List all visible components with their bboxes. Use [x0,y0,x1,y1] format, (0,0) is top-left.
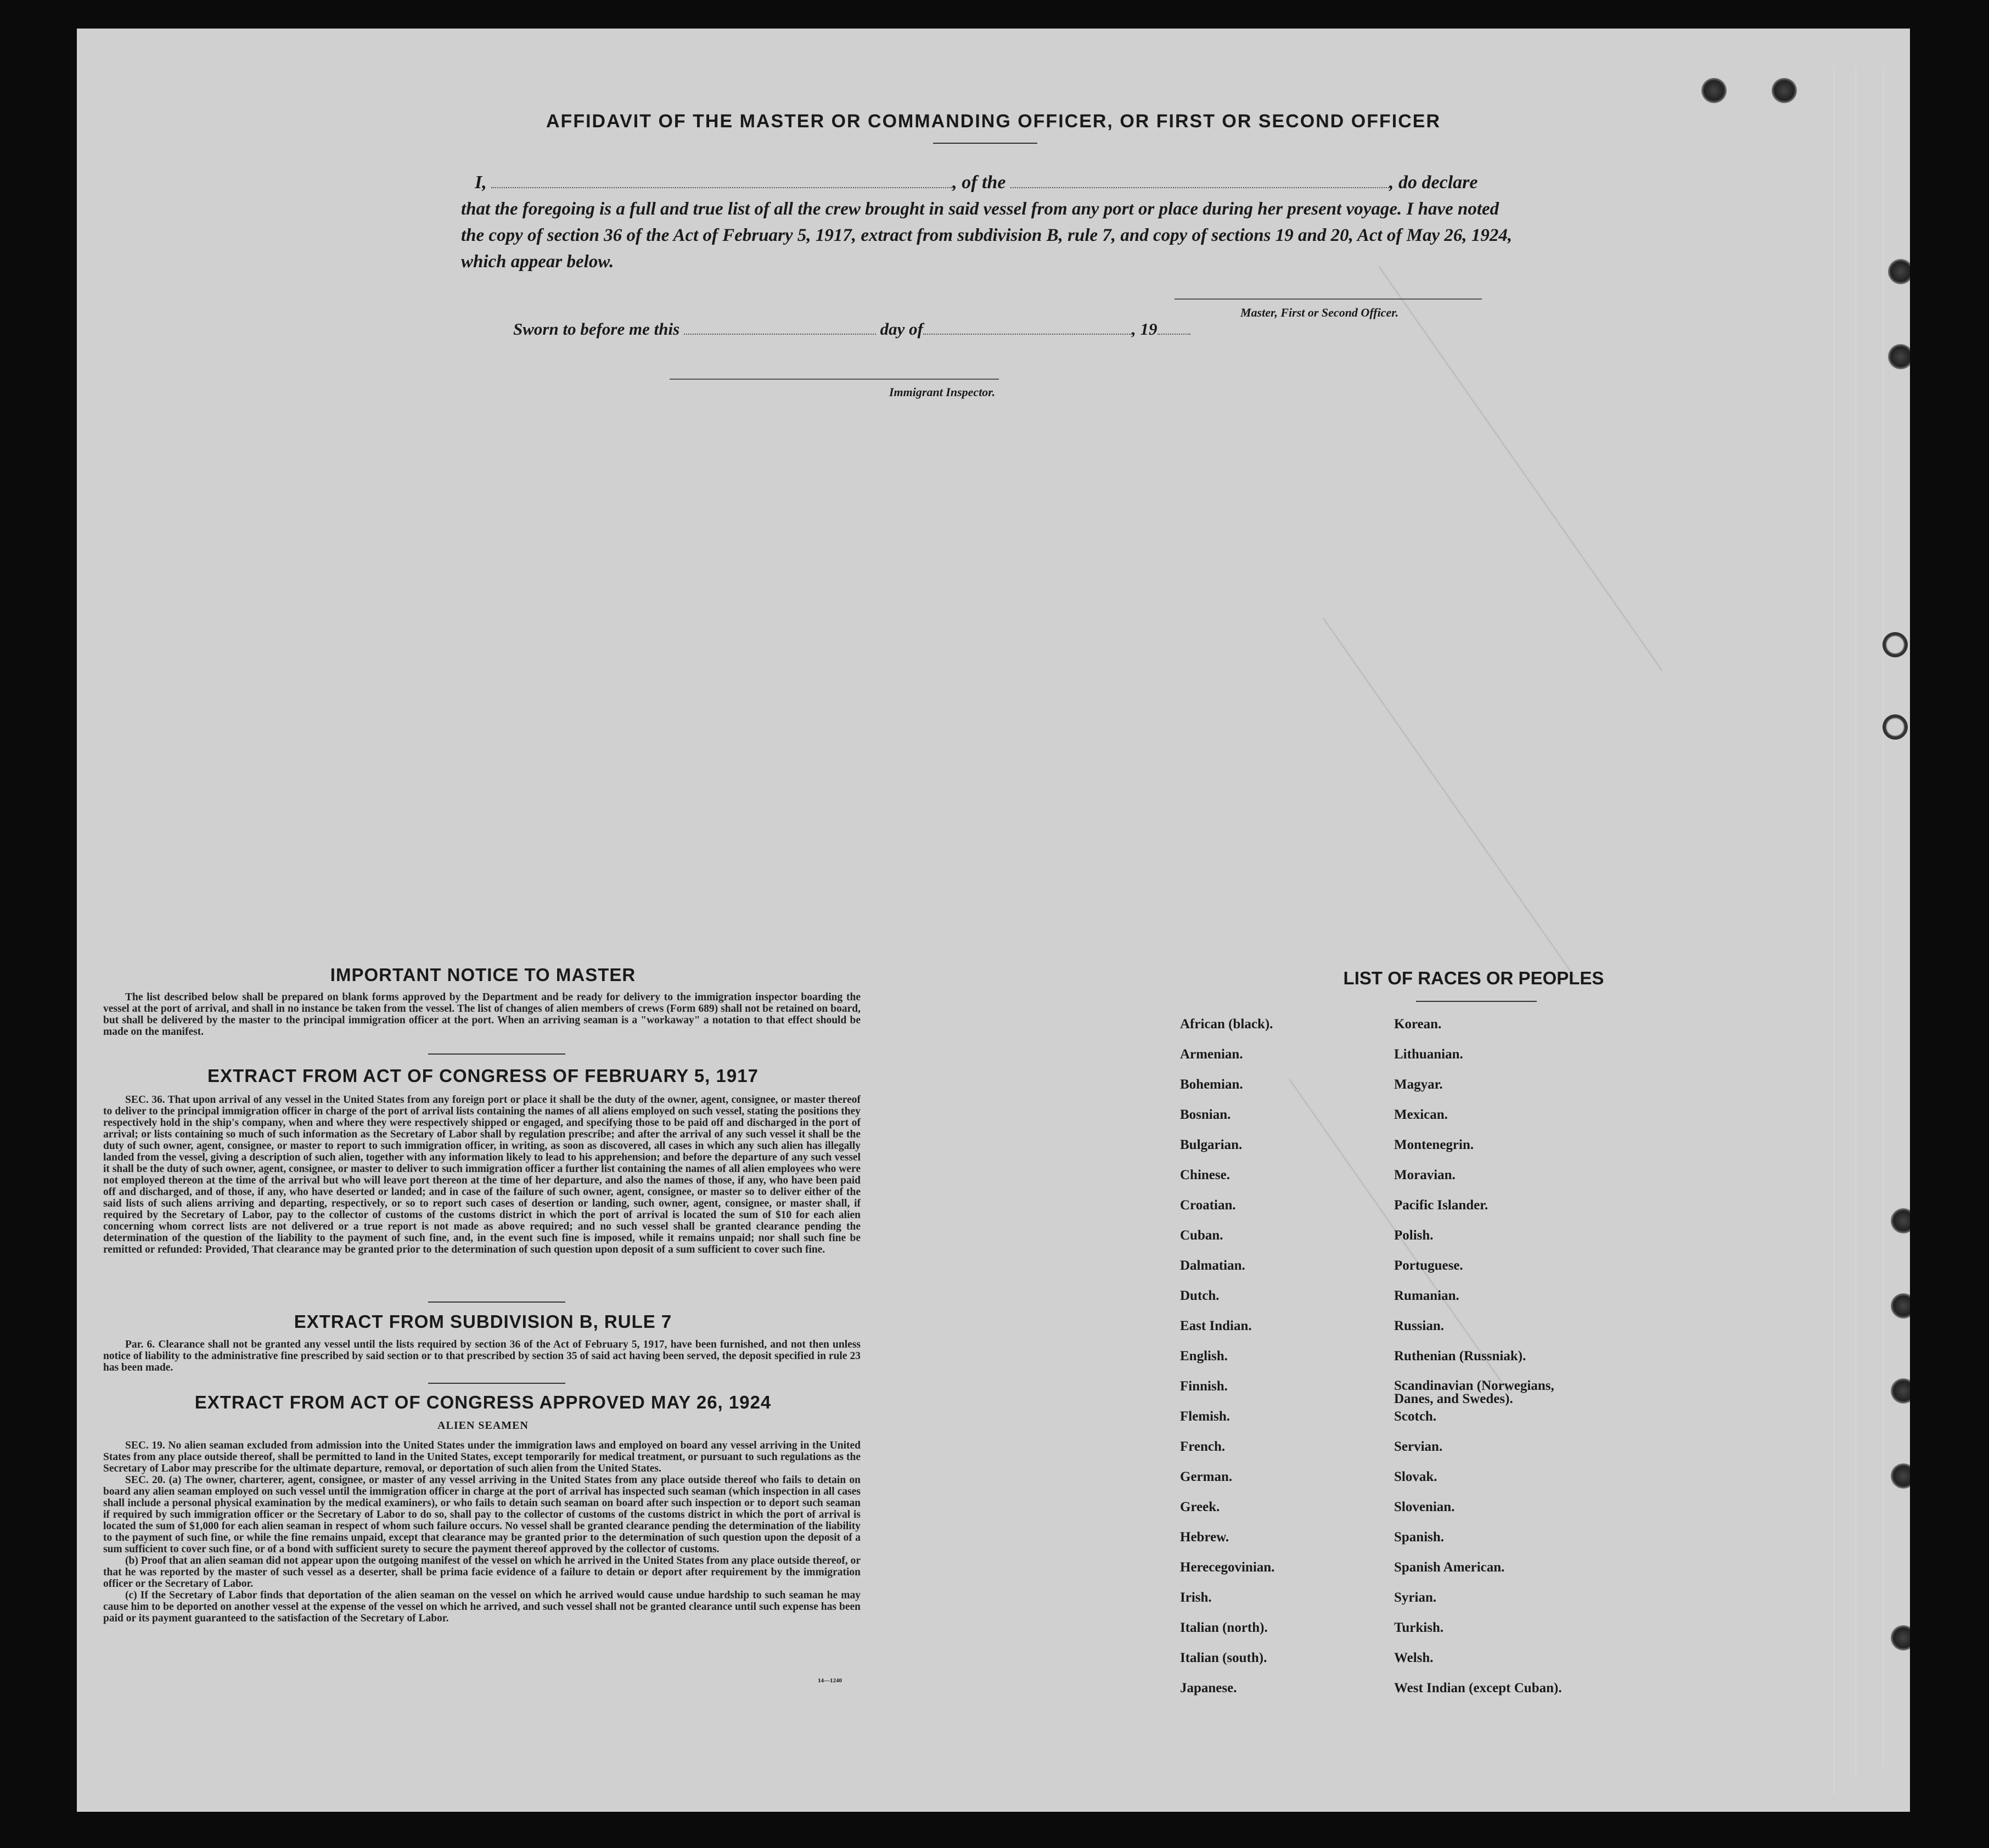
year-label: , 19 [1132,319,1158,339]
extract-1924-text [103,1440,861,1624]
punch-hole [1888,344,1910,369]
affidavit-title: AFFIDAVIT OF THE MASTER OR COMMANDING OFFICER, OR FIRST OR SECOND OFFICER [546,111,1441,132]
document-page [77,29,1910,1812]
race-item: Armenian. [1180,1047,1243,1062]
race-item: Polish. [1394,1228,1434,1243]
section-rule [428,1053,565,1055]
par-6-paragraph: Par. 6. Clearance shall not be granted any vessel until the lists required by section 36 of the Act of February 5, 1917, have been furnished, and not then unless notice of liability to the administrative fine prescribed by said section or to that prescribed by section 35 of said act having been served, the deposit specified in rule 23 has been made. [103,1339,861,1373]
race-item: Scotch. [1394,1409,1437,1424]
race-item: Slovenian. [1394,1500,1455,1514]
race-item: Spanish. [1394,1530,1445,1545]
inspector-caption: Immigrant Inspector. [889,385,996,399]
affidavit-body: that the foregoing is a full and true list of all the crew brought in said vessel from any port or place during her present voyage. I have noted the copy of section 36 of the Act of February 5, 1917, extract from subdivision B, rule 7, and copy of sections 19 and 20, Act of May 26, 1924, which appear below. [461,199,1513,272]
punch-hole [1891,1625,1910,1650]
sworn-day-field[interactable] [684,334,876,335]
punch-hole [1883,632,1908,657]
alien-seamen-subtitle: ALIEN SEAMEN [437,1419,529,1432]
notice-text [103,991,861,1038]
race-item: Rumanian. [1394,1288,1459,1303]
race-item: Bulgarian. [1180,1137,1243,1152]
race-item: Servian. [1394,1439,1443,1454]
sec-19-paragraph: SEC. 19. No alien seaman excluded from admission into the United States under the immigration laws and employed on board any vessel arriving in the United States from any place outside thereof, shall be permitted to land in the United States, except temporarily for medical treatment, or pursuant to such regulations as the Secretary of Labor may prescribe for the ultimate departure, removal, or deportation of such alien from the United States. [103,1440,861,1474]
races-title-rule [1416,1001,1537,1002]
page-edge [1833,67,1835,1795]
sworn-month-field[interactable] [923,334,1132,335]
race-item: Montenegrin. [1394,1137,1474,1152]
vessel-name-field[interactable] [1010,187,1389,188]
race-item: Italian (north). [1180,1620,1268,1635]
paper-stain [1322,617,1575,978]
punch-hole [1701,78,1727,103]
race-item: Bosnian. [1180,1107,1231,1122]
races-left-column [1180,1017,1274,1711]
race-item: Welsh. [1394,1650,1434,1665]
extract-1924-title: EXTRACT FROM ACT OF CONGRESS APPROVED MAY 26, 1924 [194,1392,772,1412]
races-title: LIST OF RACES OR PEOPLES [1343,968,1604,988]
punch-hole [1888,259,1910,284]
race-item: Irish. [1180,1590,1212,1605]
race-item: Spanish American. [1394,1560,1505,1575]
declare-label: , do declare [1389,172,1478,193]
race-item: Greek. [1180,1500,1220,1514]
declarant-label: I, [475,172,487,193]
race-item: Turkish. [1394,1620,1444,1635]
race-item: Cuban. [1180,1228,1223,1243]
form-number: 14—1240 [818,1677,842,1684]
punch-hole [1891,1378,1910,1404]
sworn-label: Sworn to before me this [513,319,680,339]
race-item: French. [1180,1439,1226,1454]
race-item: Dutch. [1180,1288,1220,1303]
race-item: African (black). [1180,1017,1273,1032]
race-item: Dalmatian. [1180,1258,1245,1273]
page-edge [1883,67,1884,1768]
race-item: German. [1180,1469,1233,1484]
punch-hole [1772,78,1797,103]
race-item: Lithuanian. [1394,1047,1463,1062]
race-item: Ruthenian (Russniak). [1394,1349,1526,1364]
of-the-label: , of the [952,172,1006,193]
notice-paragraph: The list described below shall be prepared on blank forms approved by the Department and be ready for delivery to the immigration inspector boarding the vessel at the port of arrival, and shall in no instance be taken from the vessel. The list of changes of alien members of crews (Form 689) shall not be retained on board, but shall be delivered by the master to the principal immigration officer at the port. When an arriving seaman is a "workaway" a notation to that effect should be made on the manifest. [103,991,861,1038]
extract-rule7-title: EXTRACT FROM SUBDIVISION B, RULE 7 [294,1311,672,1332]
race-item: Korean. [1394,1017,1442,1032]
race-item: Moravian. [1394,1168,1456,1182]
races-right-column [1394,1017,1592,1711]
sworn-line [513,319,1190,339]
race-item: Slovak. [1394,1469,1437,1484]
page-edge [1855,67,1857,1779]
section-rule [428,1383,565,1384]
inspector-signature-line[interactable] [670,379,999,380]
master-caption: Master, First or Second Officer. [1240,306,1399,319]
punch-hole [1891,1463,1910,1489]
race-item: Hebrew. [1180,1530,1229,1545]
punch-hole [1891,1293,1910,1319]
race-item: Portuguese. [1394,1258,1463,1273]
sec-36-paragraph: SEC. 36. That upon arrival of any vessel in the United States from any foreign port or place it shall be the duty of the owner, agent, consignee, or master thereof to deliver to the principal immigration officer in charge of the port of arrival lists containing the names of all aliens employed on such vessel, stating the positions they respectively hold in the ship's company, when and where they were respectively shipped or engaged, and specifying those to be paid off and discharged in the port of arrival; or lists containing so much of such information as the Secretary of Labor shall by regulation prescribe; and after the arrival of any such vessel it shall be the duty of such owner, agent, consignee, or master to report to such immigration officer, in writing, as soon as discovered, all cases in which any such alien has illegally landed from the vessel, giving a description of such alien, together with any information likely to lead to his apprehension; and before the departure of any such vessel it shall be the duty of such owner, agent, consignee, or master to deliver to such immigration officer a further list containing the names of all alien employees who were not employed thereon at the time of the arrival but who will leave port thereon at the time of her departure, and also the names of those, if any, who have been paid off and discharged, and of those, if any, who have deserted or landed; and in case of the failure of such owner, agent, consignee, or master so to deliver either of the said lists of such aliens arriving and departing, respectively, or so to report such cases of desertion or landing, such owner, agent, consignee, or master shall, if required by the Secretary of Labor, pay to the collector of customs of the customs district in which the port of arrival is located the sum of $10 for each alien concerning whom correct lists are not delivered or a true report is not made as above required; and no such vessel shall be granted clearance pending the determination of the question of the liability to the payment of such fine, and, in the event such fine is imposed, while it remains unpaid; nor shall such fine be remitted or refunded: Provided, That clearance may be granted prior to the determination of such question upon deposit of a sum sufficient to cover such fine. [103,1094,861,1255]
race-item: Croatian. [1180,1198,1236,1213]
race-item: Mexican. [1394,1107,1448,1122]
race-item: Syrian. [1394,1590,1437,1605]
race-item: West Indian (except Cuban). [1394,1681,1562,1695]
sworn-year-field[interactable] [1158,334,1190,335]
race-item: Flemish. [1180,1409,1230,1424]
sec-20b-paragraph: (b) Proof that an alien seaman did not appear upon the outgoing manifest of the vessel on which he arrived in the United States from any place outside thereof, or that he was reported by the master of such vessel as a deserter, shall be prima facie evidence of a failure to detain or deport after requirement by the immigration officer or the Secretary of Labor. [103,1555,861,1590]
race-item: English. [1180,1349,1228,1364]
declarant-name-field[interactable] [491,187,952,188]
race-item: Scandinavian (Norwegians, Danes, and Swedes). [1394,1378,1554,1406]
race-item: Herecegovinian. [1180,1560,1275,1575]
master-signature-line[interactable] [1175,298,1482,300]
race-item: Russian. [1394,1319,1445,1333]
notice-title: IMPORTANT NOTICE TO MASTER [330,965,636,985]
race-item: Japanese. [1180,1681,1237,1695]
affidavit-declaration-line [475,172,1477,193]
race-item: Magyar. [1394,1077,1443,1092]
race-item: Italian (south). [1180,1650,1267,1665]
section-rule [428,1302,565,1303]
paper-stain [1378,266,1663,671]
race-item: Pacific Islander. [1394,1198,1488,1213]
day-of-label: day of [880,319,923,339]
extract-1917-title: EXTRACT FROM ACT OF CONGRESS OF FEBRUARY 5, 1917 [207,1066,758,1086]
race-item: Finnish. [1180,1379,1228,1394]
sec-20c-paragraph: (c) If the Secretary of Labor finds that deportation of the alien seaman on the vessel on which he arrived would cause undue hardship to such seaman he may cause him to be deported on another vessel at the expense of the vessel on which he arrived, and such vessel shall not be granted clearance until such expense has been paid or its payment guaranteed to the satisfaction of the Secretary of Labor. [103,1590,861,1624]
extract-rule7-text [103,1339,861,1373]
title-rule [933,143,1037,144]
extract-1917-text [103,1094,861,1255]
sec-20a-paragraph: SEC. 20. (a) The owner, charterer, agent, consignee, or master of any vessel arriving in the United States from any place outside thereof who fails to detain on board any alien seaman employed on such vessel until the immigration officer in charge at the port of arrival has inspected such seaman (which inspection in all cases shall include a personal physical examination by the medical examiners), or who fails to detain such seaman on board after such inspection or to deport such seaman if required by such immigration officer or the Secretary of Labor to do so, shall pay to the collector of customs of the customs district in which the port of arrival is located the sum of $1,000 for each alien seaman in respect of whom such failure occurs. No vessel shall be granted clearance pending the determination of the liability to the payment of such fine, or while the fine remains unpaid, except that clearance may be granted prior to the determination of such question upon the deposit of a sum sufficient to cover such fine, or of a bond with sufficient surety to secure the payment thereof approved by the collector of customs. [103,1474,861,1555]
race-item: Chinese. [1180,1168,1230,1182]
punch-hole [1891,1208,1910,1233]
race-item: Bohemian. [1180,1077,1243,1092]
race-item: East Indian. [1180,1319,1252,1333]
punch-hole [1883,714,1908,740]
